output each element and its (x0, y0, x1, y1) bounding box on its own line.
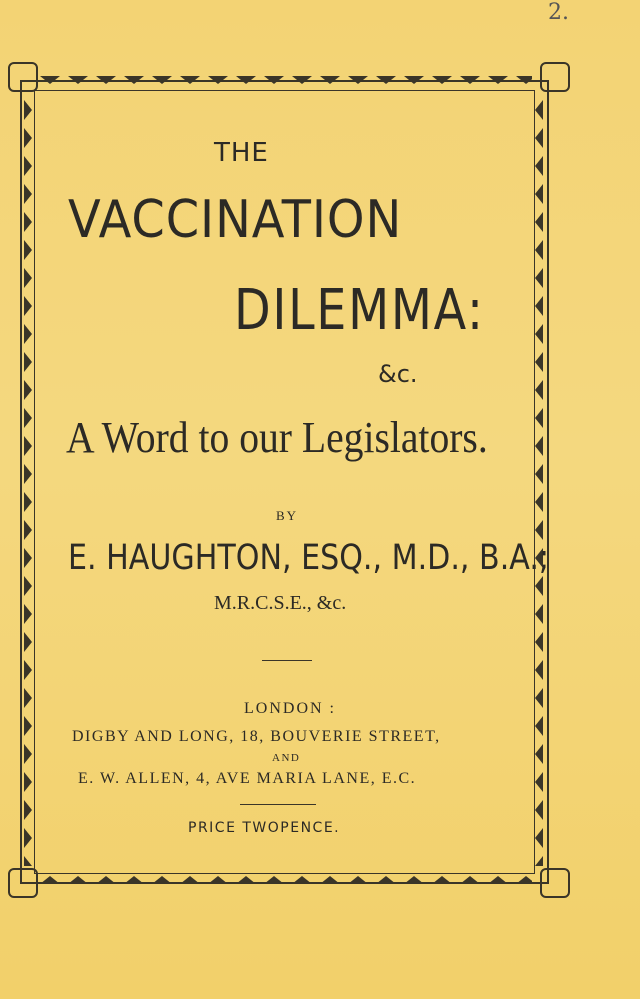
subtitle: A Word to our Legislators. (66, 413, 488, 462)
imprint-conjunction: AND (272, 752, 301, 764)
author-name: E. HAUGHTON, ESQ., M.D., B.A.; (68, 538, 550, 578)
title-line-2: DILEMMA: (234, 278, 485, 343)
imprint-publisher-2: E. W. ALLEN, 4, AVE MARIA LANE, E.C. (78, 770, 417, 787)
corner-ornament-bottom-right (540, 868, 570, 898)
divider-rule-1 (262, 660, 312, 661)
border-left-ornament (22, 96, 34, 866)
price-line: PRICE TWOPENCE. (188, 820, 341, 836)
page-number-mark: 2. (548, 0, 569, 25)
title-line-1: VACCINATION (68, 190, 403, 250)
divider-rule-2 (240, 804, 316, 805)
border-right-ornament (533, 96, 545, 866)
title-prefix: THE (214, 138, 269, 168)
imprint-city: LONDON : (244, 700, 336, 717)
border-top-ornament (36, 74, 532, 86)
imprint-publisher-1: DIGBY AND LONG, 18, BOUVERIE STREET, (72, 728, 441, 745)
corner-ornament-top-right (540, 62, 570, 92)
by-label: BY (276, 508, 299, 523)
corner-ornament-bottom-left (8, 868, 38, 898)
corner-ornament-top-left (8, 62, 38, 92)
title-suffix: &c. (378, 360, 418, 388)
border-bottom-ornament (36, 874, 532, 886)
author-credentials: M.R.C.S.E., &c. (214, 592, 347, 614)
